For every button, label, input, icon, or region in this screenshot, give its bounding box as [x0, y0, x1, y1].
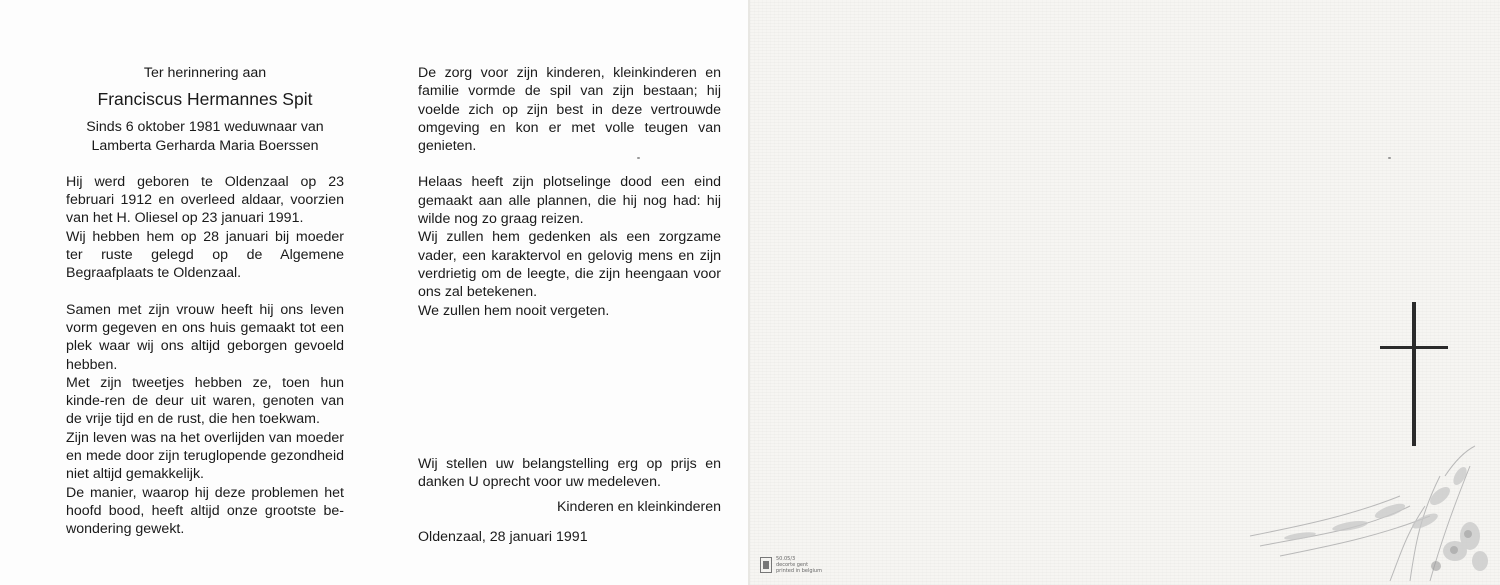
never-forget-line: We zullen hem nooit vergeten.	[418, 302, 610, 319]
printer-logo-icon	[760, 557, 772, 573]
printer-origin: printed in belgium	[776, 568, 822, 574]
left-column	[66, 64, 344, 539]
place-date: Oldenzaal, 28 januari 1991	[418, 528, 588, 545]
life-paragraph-2: Met zijn tweetjes hebben ze, toen hun kinde-ren de deur uit waren, genoten van de vrije tijd en de rust, die hen toekwam.	[66, 374, 344, 428]
remembrance-paragraph: Wij zullen hem gedenken als een zorgzame vader, een karaktervol en gelovig mens en zijn verdrietig om de leegte, die zijn heengaan voor ons zal betekenen.	[418, 229, 721, 301]
printer-name: decorte gent	[776, 562, 809, 568]
deceased-name: Franciscus Hermannes Spit	[97, 89, 313, 110]
paper-speck	[1388, 157, 1391, 159]
birth-death-paragraph: Hij werd geboren te Oldenzaal op 23 februari 1912 en overleed aldaar, voorzien van het H. Oliesel op 23 januari 1991.	[66, 173, 344, 227]
life-paragraph-1: Samen met zijn vrouw heeft hij ons leven vorm gegeven en ons huis gemaakt tot een plek waar wij ons altijd geborgen gevoeld hebben.	[66, 301, 344, 373]
closing-block	[418, 455, 721, 546]
life-paragraph-3: Zijn leven was na het overlijden van moeder en mede door zijn teruglopende gezondheid niet altijd gemakkelijk.	[66, 429, 344, 483]
signature: Kinderen en kleinkinderen	[556, 498, 721, 515]
widower-line-2: Lamberta Gerharda Maria Boerssen	[91, 137, 319, 154]
printer-mark	[760, 556, 822, 574]
family-paragraph: De zorg voor zijn kinderen, kleinkinderen en familie vormde de spil van zijn bestaan; hij voelde zich op zijn best in deze vertrouwde omgeving en kon er met volle teugen van genieten.	[418, 65, 721, 155]
thanks-paragraph: Wij stellen uw belangstelling erg op prijs en danken U oprecht voor uw medeleven.	[418, 456, 721, 491]
floral-ornament	[1240, 436, 1490, 581]
life-paragraph-4: De manier, waarop hij deze problemen het hoofd bood, heeft altijd onze grootste be-wondering gewekt.	[66, 484, 344, 538]
sudden-death-paragraph: Helaas heeft zijn plotselinge dood een eind gemaakt aan alle plannen, die hij nog had: hij wilde nog zo graag reizen.	[418, 174, 721, 228]
printer-code: 50.05/3	[776, 556, 796, 562]
right-column	[418, 64, 721, 320]
intro-text: Ter herinnering aan	[143, 65, 267, 81]
paper-speck	[637, 157, 640, 159]
cross-icon	[1380, 302, 1448, 446]
burial-paragraph: Wij hebben hem op 28 januari bij moeder ter ruste gelegd op de Algemene Begraafplaats te Oldenzaal.	[66, 228, 344, 282]
widower-line-1: Sinds 6 oktober 1981 weduwnaar van	[86, 119, 324, 136]
printer-text	[776, 556, 822, 574]
